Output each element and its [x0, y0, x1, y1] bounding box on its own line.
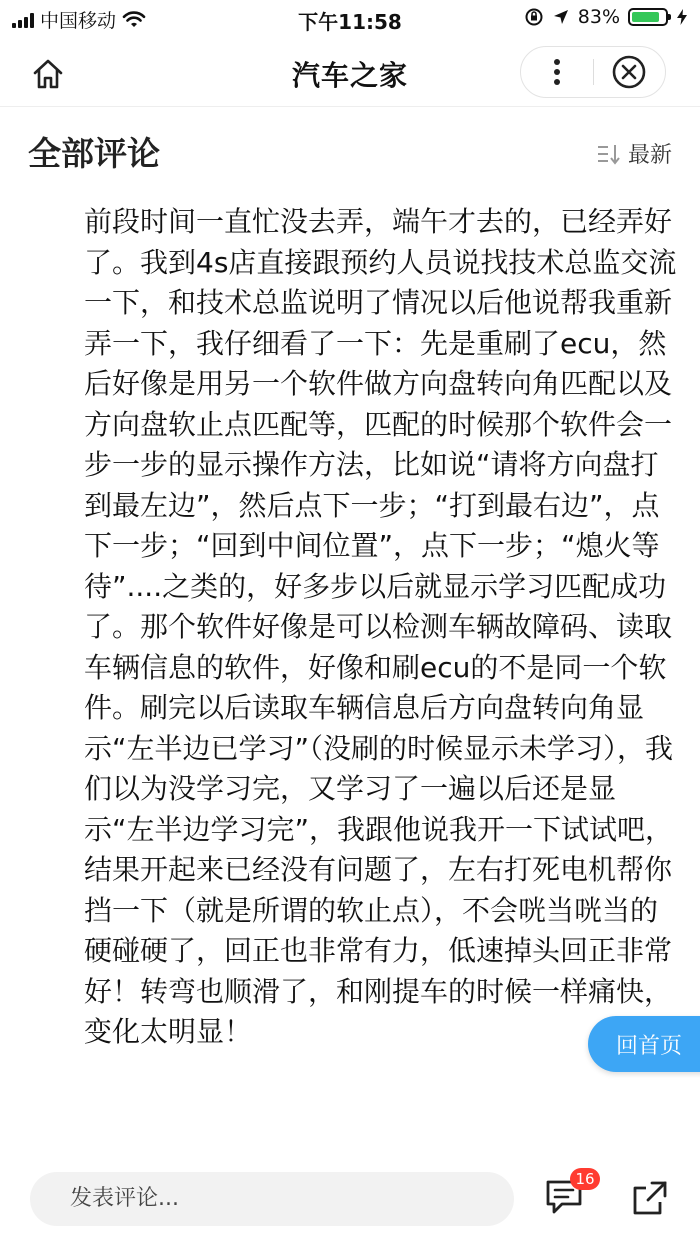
status-right [524, 6, 688, 28]
share-button[interactable] [630, 1178, 670, 1218]
status-bar [0, 0, 700, 36]
sort-icon [596, 142, 622, 166]
share-icon [630, 1178, 670, 1218]
bottom-bar [0, 1160, 700, 1245]
comments-section-title: 全部评论 [28, 134, 160, 173]
comment-count-badge: 16 [570, 1168, 600, 1190]
rotation-lock-icon [524, 7, 544, 27]
comment-input[interactable]: 发表评论... [30, 1172, 514, 1226]
close-button[interactable] [593, 47, 665, 97]
battery-icon [628, 8, 668, 26]
charging-icon [676, 8, 688, 26]
location-icon [552, 8, 570, 26]
battery-level [632, 12, 659, 22]
close-icon [612, 55, 646, 89]
page-title: 汽车之家 [291, 59, 408, 92]
mini-program-capsule [520, 46, 666, 98]
more-button[interactable] [521, 47, 593, 97]
carrier-name: 中国移动 [40, 10, 117, 32]
clock: 下午11:58 [298, 10, 402, 34]
sort-label: 最新 [627, 143, 672, 168]
comment-text: 前段时间一直忙没去弄，端午才去的，已经弄好了。我到4s店直接跟预约人员说找技术总监交流一下，和技术总监说明了情况以后他说帮我重新弄一下，我仔细看了一下：先是重刷了ecu，然后好像是用另一个软件做方向盘转向角匹配以及方向盘软止点匹配等，匹配的时候那个软件会一步一步的显示操作方法，比如说“请将方向盘打到最左边”，然后点下一步；“打到最右边”，点下一步；“回到中间位置”，点下一步；“熄火等待”....之类的，好多步以后就显示学习匹配成功了。那个软件好像是可以检测车辆故障码、读取车辆信息的软件，好像和刷ecu的不是同一个软件。刷完以后读取车辆信息后方向盘转向角显示“左半边已学习”（没刷的时候显示未学习），我们以为没学习完，又学习了一遍以后还是显示“左半边学习完”，我跟他说我开一下试试吧，结果开起来已经没有问题了，左右打死电机帮你挡一下（就是所谓的软止点），不会咣当咣当的硬碰硬了，回正也非常有力，低速掉头回正非常好！转弯也顺滑了，和刚提车的时候一样痛快，变化太明显！ [84, 205, 677, 1048]
nav-bar [0, 40, 700, 107]
back-home-button[interactable]: 回首页 [588, 1016, 700, 1072]
battery-percent: 83% [577, 6, 620, 28]
more-dots-icon [553, 58, 561, 86]
sort-button[interactable] [596, 138, 672, 169]
